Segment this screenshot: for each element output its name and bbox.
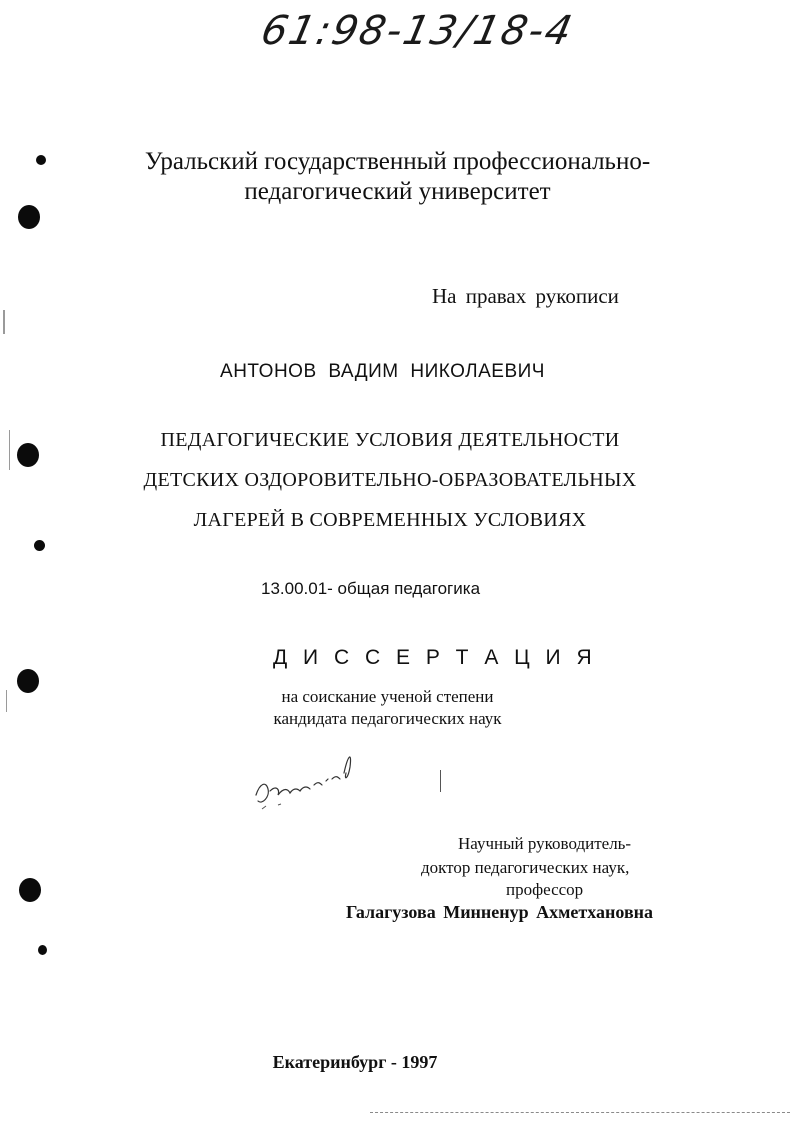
advisor-rank: профессор — [506, 880, 584, 899]
title-line-2: ДЕТСКИХ ОЗДОРОВИТЕЛЬНО-ОБРАЗОВАТЕЛЬНЫХ — [143, 469, 637, 491]
edge-mark-3 — [6, 690, 7, 712]
binder-hole-7 — [38, 945, 47, 955]
binder-hole-5 — [17, 669, 39, 693]
rights-note: На правах рукописи — [432, 284, 619, 308]
author-signature — [248, 745, 368, 815]
edge-mark-1 — [3, 310, 5, 334]
advisor-credential: доктор педагогических наук, — [421, 858, 630, 877]
binder-hole-6 — [19, 878, 41, 902]
university-line-2: педагогический университет — [244, 178, 551, 205]
title-line-3: ЛАГЕРЕЙ В СОВРЕМЕННЫХ УСЛОВИЯХ — [193, 509, 587, 531]
scan-edge-line — [370, 1112, 790, 1114]
city-year: Екатеринбург - 1997 — [272, 1052, 438, 1072]
title-line-1: ПЕДАГОГИЧЕСКИЕ УСЛОВИЯ ДЕЯТЕЛЬНОСТИ — [160, 429, 620, 451]
binder-hole-3 — [17, 443, 39, 467]
degree-line-2: кандидата педагогических наук — [273, 709, 502, 728]
university-name — [0, 147, 795, 207]
university-line-1: Уральский государственный профессионально- — [144, 148, 651, 175]
dissertation-title — [0, 420, 780, 540]
binder-hole-2 — [18, 205, 40, 229]
edge-mark-2 — [9, 430, 10, 470]
degree-sought — [0, 686, 775, 730]
specialty-code: 13.00.01- общая педагогика — [261, 579, 481, 598]
document-type: Д И С С Е Р Т А Ц И Я — [273, 646, 597, 669]
advisor-role: Научный руководитель- — [458, 834, 632, 853]
binder-hole-1 — [36, 155, 46, 165]
scan-mark — [440, 770, 441, 792]
author-name: АНТОНОВ ВАДИМ НИКОЛАЕВИЧ — [220, 361, 545, 382]
degree-line-1: на соискание ученой степени — [281, 687, 494, 706]
advisor-name: Галагузова Минненур Ахметхановна — [346, 902, 654, 922]
binder-hole-4 — [34, 540, 45, 551]
catalog-number: 61:98-13/18-4 — [257, 8, 578, 54]
